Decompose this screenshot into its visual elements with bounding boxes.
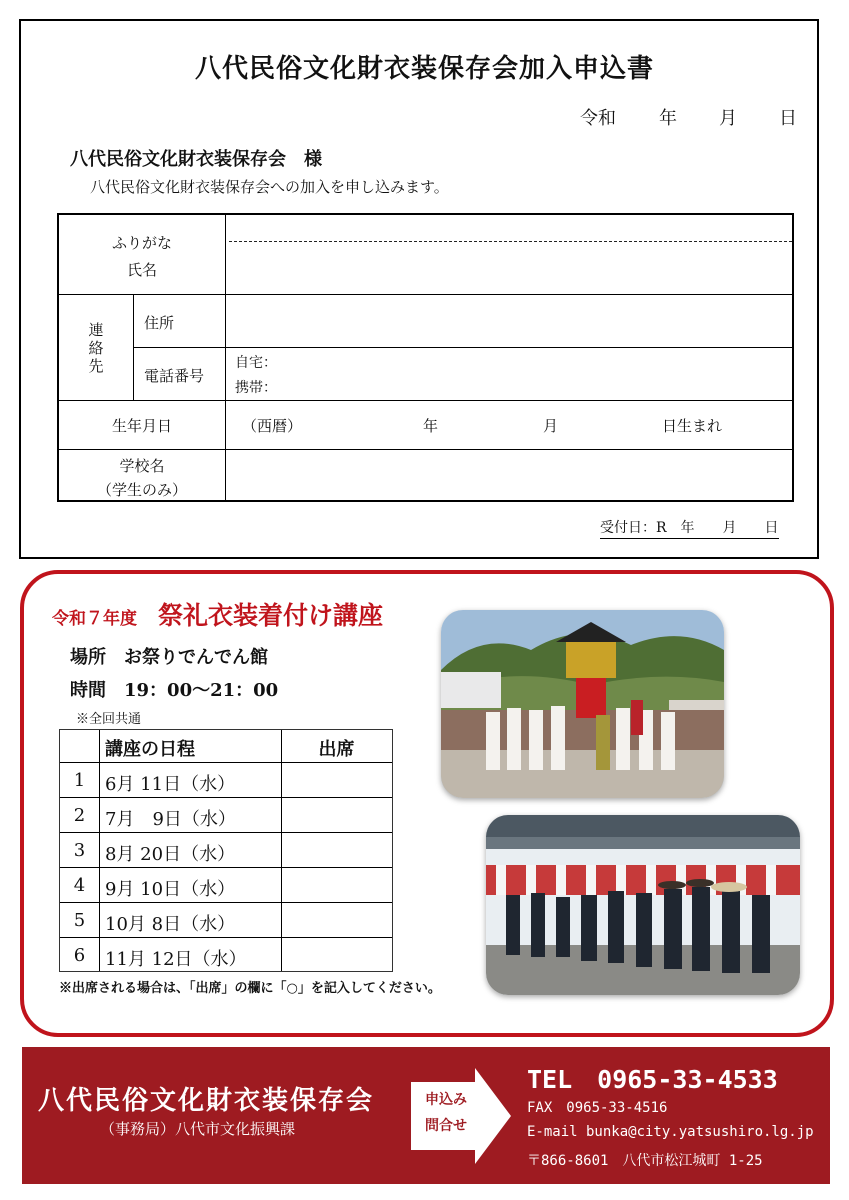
furigana-label: ふりがな bbox=[111, 234, 172, 252]
contact-email[interactable]: E-mail bunka@city.yatsushiro.lg.jp bbox=[527, 1124, 814, 1140]
session-attend-cell[interactable] bbox=[282, 763, 392, 797]
schedule-table bbox=[59, 729, 393, 972]
receipt-date: 受付日：R 年 月 日 bbox=[600, 517, 779, 539]
addressee: 八代民俗文化財衣装保存会 様 bbox=[70, 149, 322, 170]
header-attend: 出席 bbox=[318, 739, 355, 760]
date-year: 年 bbox=[659, 108, 677, 129]
date-day: 日 bbox=[779, 108, 797, 129]
birthdate-label: 生年月日 bbox=[111, 417, 172, 435]
contact-vertical-3: 先 bbox=[88, 357, 104, 375]
course-venue: 場所 お祭りでんでん館 bbox=[70, 647, 268, 668]
session-attend-cell[interactable] bbox=[282, 833, 392, 867]
session-no: 1 bbox=[73, 770, 86, 791]
date-era: 令和 bbox=[580, 108, 616, 129]
course-title: 祭礼衣装着付け講座 bbox=[158, 601, 384, 630]
common-note: ※全回共通 bbox=[76, 712, 142, 727]
session-no: 2 bbox=[73, 805, 86, 826]
intro-text: 八代民俗文化財衣装保存会への加入を申し込みます。 bbox=[90, 178, 449, 196]
session-no: 3 bbox=[73, 840, 86, 861]
birth-era: （西暦） bbox=[242, 417, 303, 435]
costume-procession-photo bbox=[486, 815, 800, 995]
attend-note: ※出席される場合は、「出席」の欄に「○」を記入してください。 bbox=[59, 981, 441, 996]
contact-address: 〒866-8601 八代市松江城町 1-25 bbox=[527, 1153, 763, 1169]
contact-label-apply: 申込み bbox=[425, 1092, 467, 1108]
session-no: 4 bbox=[73, 875, 86, 896]
session-no: 5 bbox=[73, 910, 86, 931]
name-field[interactable] bbox=[229, 243, 789, 291]
phone-mobile-label: 携帯： bbox=[235, 380, 277, 396]
phone-field[interactable] bbox=[289, 350, 789, 398]
address-field[interactable] bbox=[229, 297, 789, 345]
header-schedule: 講座の日程 bbox=[105, 739, 195, 760]
organization-office: （事務局）八代市文化振興課 bbox=[100, 1120, 296, 1138]
contact-tel: TEL 0965-33-4533 bbox=[527, 1065, 778, 1094]
session-no: 6 bbox=[73, 945, 86, 966]
birth-month: 月 bbox=[543, 417, 559, 435]
date-month: 月 bbox=[719, 108, 737, 129]
session-date: 6月 11日（水） bbox=[105, 774, 236, 795]
session-date: 10月 8日（水） bbox=[105, 914, 236, 935]
phone-label: 電話番号 bbox=[144, 367, 205, 385]
birth-day: 日生まれ bbox=[662, 417, 723, 435]
course-year: 令和７年度 bbox=[52, 609, 137, 629]
form-table bbox=[57, 213, 794, 502]
session-date: 11月 12日（水） bbox=[105, 949, 247, 970]
festival-shrine-photo bbox=[441, 610, 724, 798]
organization-name: 八代民俗文化財衣装保存会 bbox=[38, 1086, 375, 1116]
session-attend-cell[interactable] bbox=[282, 798, 392, 832]
school-label: 学校名 bbox=[119, 457, 165, 475]
name-label: 氏名 bbox=[126, 261, 157, 279]
form-title: 八代民俗文化財衣装保存会加入申込書 bbox=[194, 54, 654, 84]
birth-year: 年 bbox=[423, 417, 439, 435]
school-field[interactable] bbox=[229, 452, 789, 497]
session-attend-cell[interactable] bbox=[282, 868, 392, 902]
contact-vertical-1: 連 bbox=[88, 321, 104, 339]
contact-label-inquiry: 問合せ bbox=[425, 1118, 467, 1134]
course-time: 時間 19：00～21：00 bbox=[70, 680, 279, 701]
session-date: 8月 20日（水） bbox=[105, 844, 236, 865]
address-label: 住所 bbox=[144, 314, 175, 332]
session-date: 9月 10日（水） bbox=[105, 879, 236, 900]
contact-fax: FAX 0965-33-4516 bbox=[527, 1100, 668, 1116]
phone-home-label: 自宅： bbox=[235, 355, 277, 371]
session-attend-cell[interactable] bbox=[282, 938, 392, 971]
session-attend-cell[interactable] bbox=[282, 903, 392, 937]
school-note: （学生のみ） bbox=[96, 481, 187, 499]
session-date: 7月 9日（水） bbox=[105, 809, 236, 830]
contact-vertical-2: 絡 bbox=[88, 339, 104, 357]
